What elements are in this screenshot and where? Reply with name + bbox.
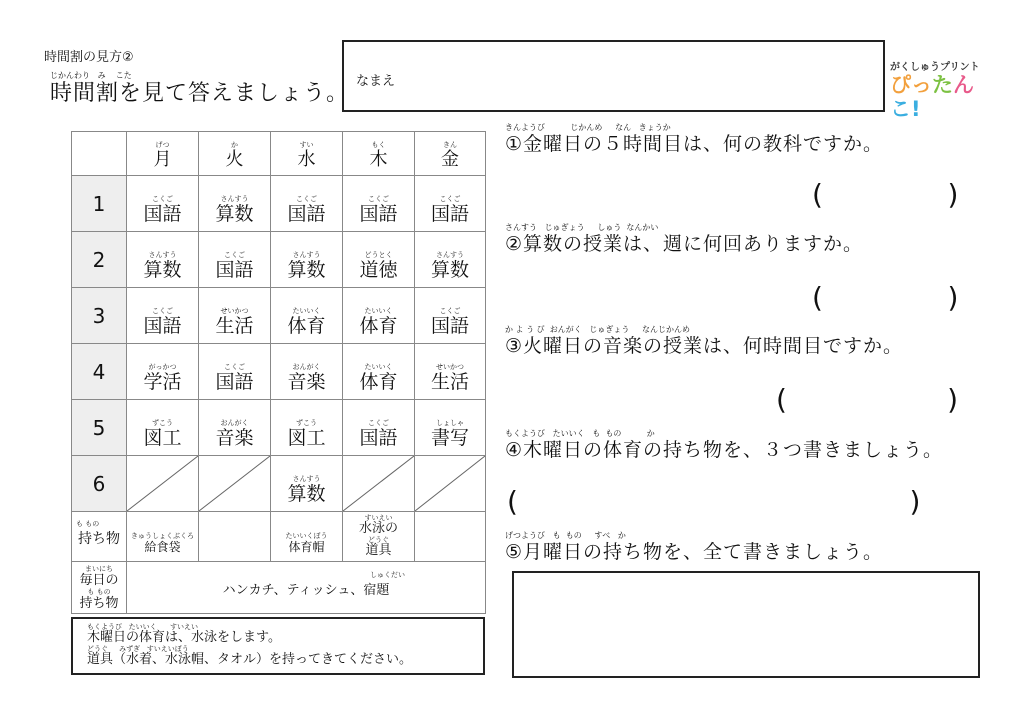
subject-cell	[271, 176, 343, 232]
subject-cell	[127, 232, 199, 288]
subject-ruby: こくご	[439, 307, 461, 315]
subject-ruby: がっかつ	[148, 363, 177, 371]
subject-ruby: せいかつ	[220, 307, 249, 315]
subject-label: 音楽	[215, 427, 254, 449]
subject-ruby: さんすう	[292, 251, 321, 259]
period-row	[72, 400, 486, 456]
subject-cell	[343, 232, 415, 288]
period-row	[72, 288, 486, 344]
subject-cell	[415, 232, 486, 288]
subject-label: 図工	[143, 427, 182, 449]
name-label: なまえ	[356, 74, 396, 89]
subject-cell	[199, 288, 271, 344]
note-ruby: もくようび たいいく すいえい	[87, 623, 199, 631]
subject-ruby: ずこう	[296, 419, 317, 427]
subject-cell	[199, 344, 271, 400]
day-header: きん 金	[415, 132, 486, 176]
subject-label: 国語	[430, 203, 469, 225]
question-3: か よ う び おんがく じゅぎょう なんじかんめ ③火曜日の音楽の授業は、何時間目ですか。	[505, 325, 904, 357]
period-number: 3	[72, 288, 127, 344]
period-row	[72, 456, 486, 512]
subject-label: 算数	[215, 203, 254, 225]
empty-slash	[199, 456, 270, 511]
subject-cell	[127, 400, 199, 456]
subject-cell	[343, 400, 415, 456]
belongings-cell	[199, 512, 271, 562]
subject-cell	[199, 176, 271, 232]
answer-blank-2[interactable]: ( )	[812, 281, 959, 314]
subject-label: 算数	[287, 259, 326, 281]
subject-label: 生活	[430, 371, 469, 393]
subject-cell	[415, 176, 486, 232]
corner-cell	[72, 132, 127, 176]
empty-cell	[199, 456, 271, 512]
subject-label: 体育	[359, 371, 398, 393]
subject-cell	[199, 400, 271, 456]
subject-ruby: ずこう	[152, 419, 173, 427]
subject-label: 国語	[215, 371, 254, 393]
subject-ruby: こくご	[296, 195, 317, 203]
subject-label: 国語	[287, 203, 326, 225]
subject-cell	[343, 288, 415, 344]
answer-blank-3[interactable]: ( )	[776, 383, 959, 416]
question-1: きんようび じかんめ なん きょうか ①金曜日の５時間目は、何の教科ですか。	[505, 123, 884, 155]
daily-items-row	[72, 562, 486, 614]
subject-cell	[127, 176, 199, 232]
day-header: か 火	[199, 132, 271, 176]
subject-label: 国語	[359, 203, 398, 225]
subject-cell	[343, 344, 415, 400]
day-header: すい 水	[271, 132, 343, 176]
subject-ruby: さんすう	[148, 251, 177, 259]
subject-ruby: こくご	[439, 195, 461, 203]
subject-label: 算数	[430, 259, 469, 281]
belongings-label: も もの 持ち物	[72, 512, 127, 562]
note-line: 道具（水着、水泳帽、タオル）を持ってきてください。	[87, 652, 413, 667]
subject-label: 国語	[143, 315, 182, 337]
question-4: もくようび たいいく も もの か ④木曜日の体育の持ち物を、３つ書きましょう。	[505, 429, 944, 461]
title-ruby: じかんわり み こた	[50, 71, 132, 80]
belongings-cell: すいえい 水泳の どうぐ 道具	[343, 512, 415, 562]
subject-label: 図工	[287, 427, 326, 449]
brand-logo	[890, 58, 980, 121]
subject-ruby: こくご	[152, 307, 173, 315]
timetable-header-row	[72, 132, 486, 176]
empty-slash	[343, 456, 414, 511]
period-row	[72, 344, 486, 400]
subject-label: 国語	[215, 259, 254, 281]
belongings-cell: たいいくぼう 体育帽	[271, 512, 343, 562]
daily-label: まいにち 毎日の も もの 持ち物	[72, 562, 127, 614]
subject-cell	[271, 232, 343, 288]
note-ruby: どうぐ みずぎ すいえいぼう	[87, 645, 189, 653]
period-number: 1	[72, 176, 127, 232]
teacher-note	[71, 617, 485, 675]
subject-ruby: たいいく	[292, 307, 321, 315]
note-line: 木曜日の体育は、水泳をします。	[87, 630, 281, 645]
subject-cell	[415, 344, 486, 400]
belongings-cell	[415, 512, 486, 562]
answer-blank-4[interactable]: ( )	[507, 485, 921, 518]
subject-ruby: たいいく	[364, 307, 393, 315]
subject-label: 算数	[287, 483, 326, 505]
subject-label: 国語	[359, 427, 398, 449]
empty-cell	[415, 456, 486, 512]
subject-ruby: せいかつ	[436, 363, 464, 371]
subject-label: 国語	[430, 315, 469, 337]
subject-ruby: おんがく	[292, 363, 321, 371]
subject-label: 算数	[143, 259, 182, 281]
page-title: 時間割を見て答えましょう。	[50, 81, 350, 106]
subject-ruby: さんすう	[436, 251, 464, 259]
subject-label: 書写	[430, 427, 469, 449]
name-field[interactable]	[342, 40, 885, 112]
subject-cell	[271, 400, 343, 456]
subject-cell	[127, 344, 199, 400]
subject-cell	[271, 344, 343, 400]
day-header: げつ 月	[127, 132, 199, 176]
belongings-row	[72, 512, 486, 562]
period-row	[72, 176, 486, 232]
subject-label: 国語	[143, 203, 182, 225]
empty-slash	[127, 456, 198, 511]
subject-label: 体育	[359, 315, 398, 337]
daily-items: しゅくだい ハンカチ、ティッシュ、宿題	[127, 562, 486, 614]
subject-ruby: おんがく	[220, 419, 249, 427]
subject-ruby: こくご	[224, 251, 245, 259]
answer-blank-1[interactable]: ( )	[812, 178, 959, 211]
period-number: 2	[72, 232, 127, 288]
subject-ruby: こくご	[152, 195, 173, 203]
logo-wordmark: ぴったんこ!	[890, 73, 974, 121]
subject-cell	[343, 176, 415, 232]
subject-ruby: こくご	[224, 363, 245, 371]
timetable	[71, 131, 486, 614]
subject-cell	[415, 288, 486, 344]
question-5: げつようび も もの すべ か ⑤月曜日の持ち物を、全て書きましょう。	[505, 531, 884, 563]
subject-cell	[415, 400, 486, 456]
period-number: 5	[72, 400, 127, 456]
worksheet-subtitle: 時間割の見方②	[44, 50, 134, 65]
period-row	[72, 232, 486, 288]
subject-label: 音楽	[287, 371, 326, 393]
day-header: もく 木	[343, 132, 415, 176]
title-block	[50, 70, 349, 107]
subject-cell	[271, 456, 343, 512]
subject-ruby: こくご	[368, 419, 389, 427]
empty-slash	[415, 456, 485, 511]
subject-label: 体育	[287, 315, 326, 337]
period-number: 4	[72, 344, 127, 400]
question-2: さんすう じゅぎょう しゅう なんかい ②算数の授業は、週に何回ありますか。	[505, 223, 864, 255]
subject-cell	[199, 232, 271, 288]
subject-label: 学活	[143, 371, 182, 393]
empty-cell	[127, 456, 199, 512]
logo-tagline: がくしゅうプリント	[890, 62, 980, 73]
subject-cell	[271, 288, 343, 344]
empty-cell	[343, 456, 415, 512]
subject-ruby: どうとく	[364, 251, 393, 259]
subject-ruby: さんすう	[220, 195, 249, 203]
subject-ruby: たいいく	[364, 363, 393, 371]
subject-ruby: さんすう	[292, 475, 321, 483]
period-number: 6	[72, 456, 127, 512]
subject-label: 道徳	[359, 259, 398, 281]
belongings-cell: きゅうしょくぶくろ 給食袋	[127, 512, 199, 562]
answer-box-5[interactable]	[512, 571, 980, 678]
subject-cell	[127, 288, 199, 344]
subject-ruby: こくご	[368, 195, 389, 203]
subject-ruby: しょしゃ	[436, 419, 464, 427]
subject-label: 生活	[215, 315, 254, 337]
